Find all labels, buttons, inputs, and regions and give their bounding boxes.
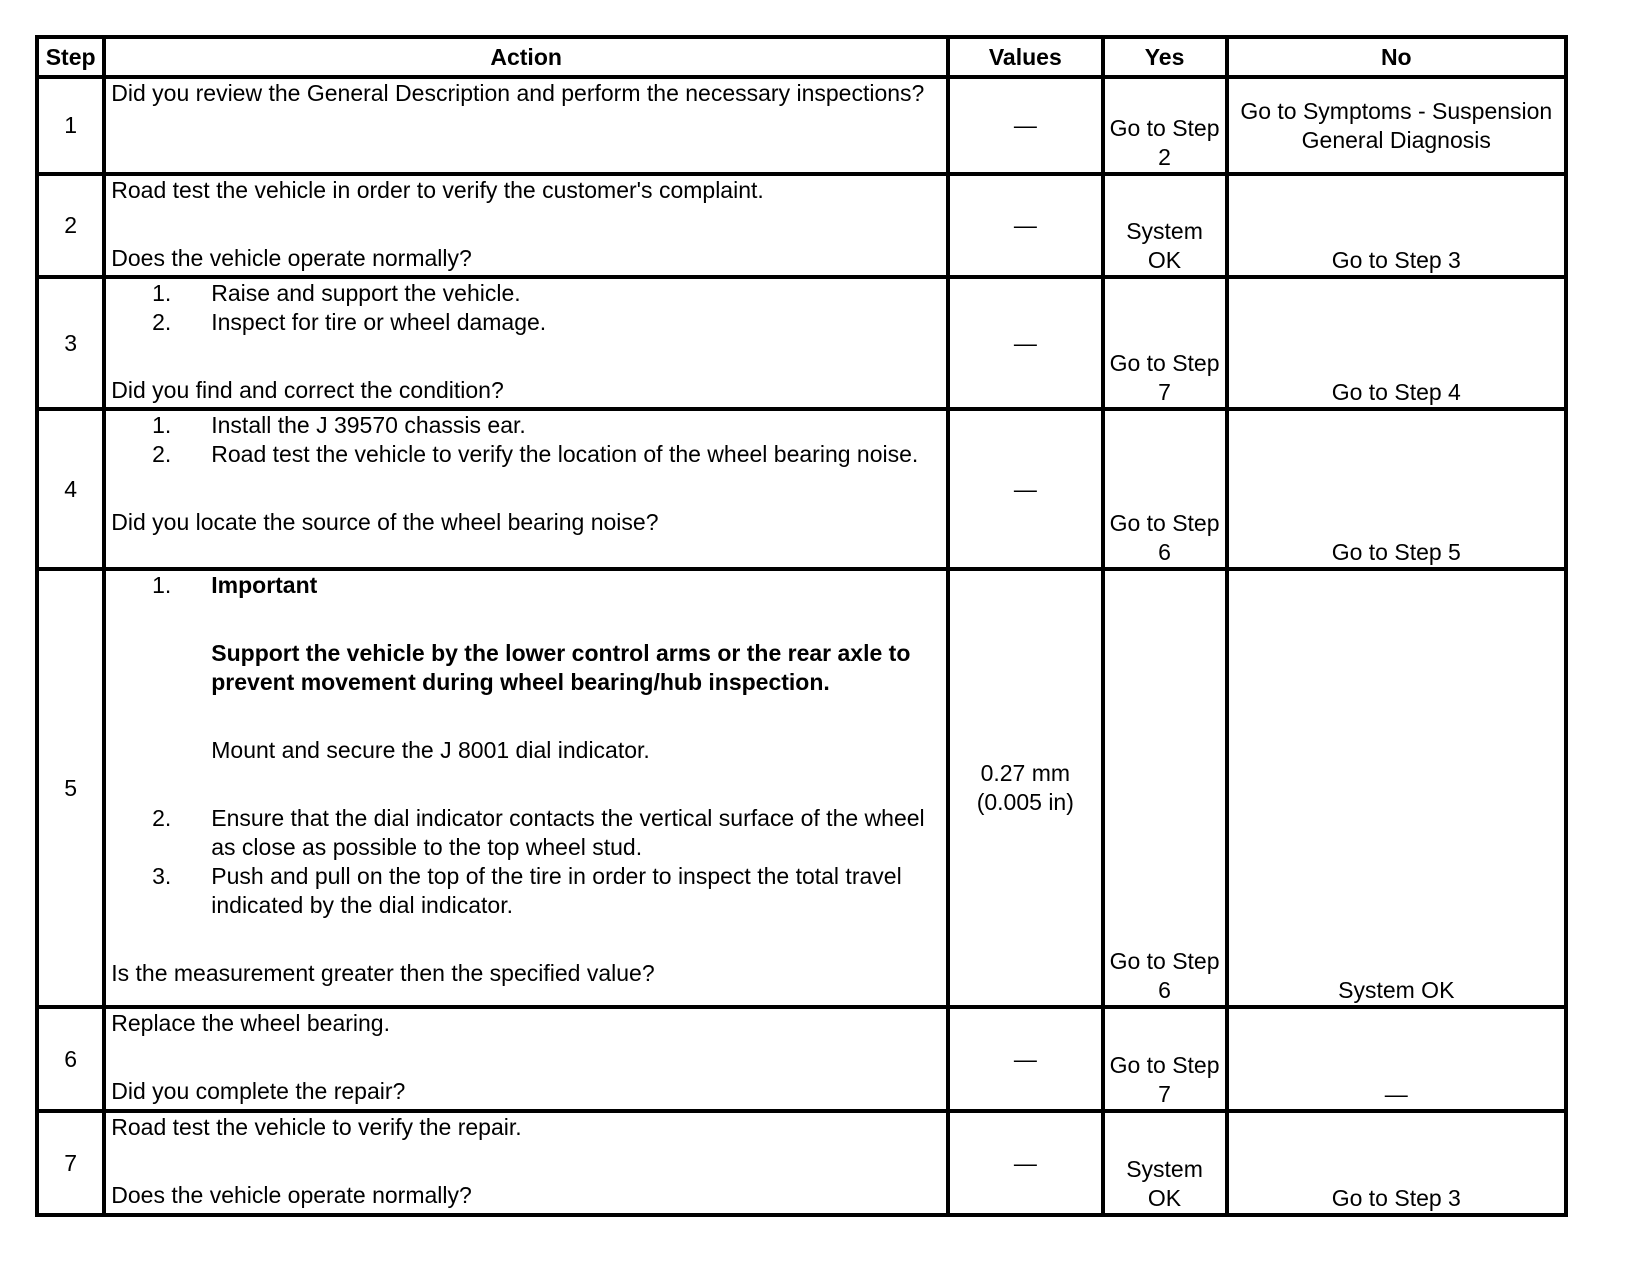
table-row-step-3 — [37, 277, 1566, 409]
action-text: Road test the vehicle in order to verify the customer's complaint. — [111, 177, 764, 203]
header-action: Action — [104, 37, 948, 77]
step-number: 2 — [37, 174, 104, 277]
yes-cell: Go to Step 6 — [1103, 569, 1227, 1007]
header-row — [37, 37, 1566, 77]
diagnostic-table — [35, 35, 1568, 1217]
value-cell: — — [948, 1111, 1102, 1215]
action-text: Replace the wheel bearing. — [111, 1010, 390, 1036]
action-cell — [104, 1111, 948, 1215]
action-cell — [104, 277, 948, 409]
yes-cell: Go to Step 7 — [1103, 277, 1227, 409]
important-label: Important — [211, 572, 318, 598]
table-row-step-4 — [37, 409, 1566, 569]
header-values: Values — [948, 37, 1102, 77]
action-cell — [104, 174, 948, 277]
no-cell: Go to Step 3 — [1227, 1111, 1566, 1215]
table-row-step-2 — [37, 174, 1566, 277]
action-question: Does the vehicle operate normally? — [111, 245, 472, 271]
no-cell: Go to Step 4 — [1227, 277, 1566, 409]
yes-cell: System OK — [1103, 174, 1227, 277]
list-item-text: Mount and secure the J 8001 dial indicator. — [211, 737, 650, 763]
action-question: Did you find and correct the condition? — [111, 377, 504, 403]
yes-cell: System OK — [1103, 1111, 1227, 1215]
list-item: 1. Raise and support the vehicle. — [152, 280, 521, 306]
table-row-step-5 — [37, 569, 1566, 1007]
yes-cell: Go to Step 2 — [1103, 77, 1227, 174]
list-item: 1. Important — [111, 571, 941, 600]
no-cell: Go to Symptoms - Suspension General Diagnosis — [1227, 77, 1566, 174]
value-cell: — — [948, 1007, 1102, 1111]
header-yes: Yes — [1103, 37, 1227, 77]
action-cell — [104, 1007, 948, 1111]
action-cell — [104, 409, 948, 569]
list-item: 2. Road test the vehicle to verify the location of the wheel bearing noise. — [152, 441, 919, 467]
no-cell: — — [1227, 1007, 1566, 1111]
value-cell — [948, 569, 1102, 1007]
yes-cell: Go to Step 6 — [1103, 409, 1227, 569]
yes-cell: Go to Step 7 — [1103, 1007, 1227, 1111]
important-note: Support the vehicle by the lower control arms or the rear axle to prevent movement during wheel bearing/hub inspection. — [211, 640, 911, 695]
list-item: 2. Ensure that the dial indicator contacts the vertical surface of the wheel as close as possible to the top wheel stud. — [152, 805, 925, 860]
step-number: 7 — [37, 1111, 104, 1215]
no-cell: System OK — [1227, 569, 1566, 1007]
list-item: 3. Push and pull on the top of the tire in order to inspect the total travel indicated by the dial indicator. — [152, 863, 902, 918]
list-item: 1. Install the J 39570 chassis ear. — [152, 412, 526, 438]
table-row-step-7 — [37, 1111, 1566, 1215]
action-text: Did you review the General Description and perform the necessary inspections? — [111, 80, 925, 106]
header-no: No — [1227, 37, 1566, 77]
action-question: Did you locate the source of the wheel bearing noise? — [111, 509, 659, 535]
no-cell: Go to Step 5 — [1227, 409, 1566, 569]
step-number: 1 — [37, 77, 104, 174]
step-number: 3 — [37, 277, 104, 409]
action-question: Does the vehicle operate normally? — [111, 1182, 472, 1208]
value-metric: 0.27 mm — [980, 760, 1071, 786]
value-cell: — — [948, 77, 1102, 174]
action-question: Is the measurement greater then the specified value? — [111, 960, 655, 986]
action-text: Road test the vehicle to verify the repair. — [111, 1114, 522, 1140]
value-cell: — — [948, 174, 1102, 277]
value-cell: — — [948, 277, 1102, 409]
step-number: 5 — [37, 569, 104, 1007]
action-cell — [104, 569, 948, 1007]
no-cell: Go to Step 3 — [1227, 174, 1566, 277]
action-question: Did you complete the repair? — [111, 1078, 406, 1104]
value-cell: — — [948, 409, 1102, 569]
action-cell — [104, 77, 948, 174]
list-item: 2. Inspect for tire or wheel damage. — [152, 309, 547, 335]
table-row-step-6 — [37, 1007, 1566, 1111]
step-number: 6 — [37, 1007, 104, 1111]
header-step: Step — [37, 37, 104, 77]
table-row-step-1 — [37, 77, 1566, 174]
step-number: 4 — [37, 409, 104, 569]
value-imperial: (0.005 in) — [976, 789, 1074, 815]
